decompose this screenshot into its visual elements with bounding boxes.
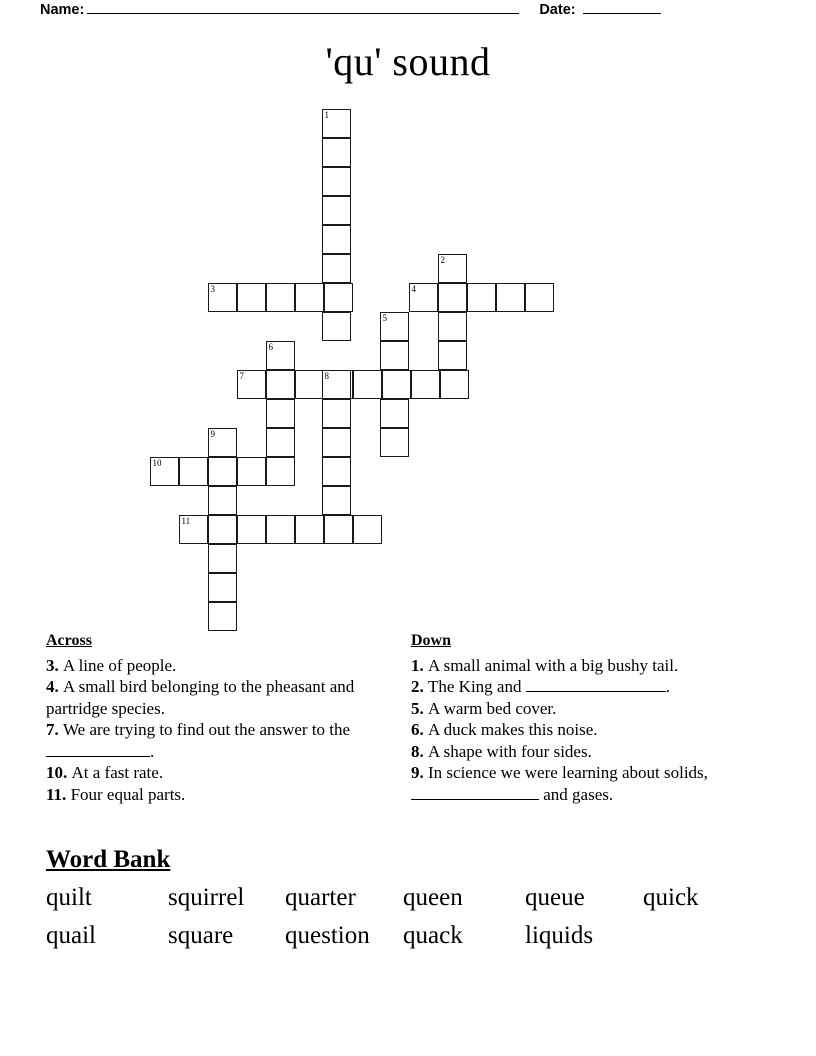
crossword-cell[interactable] (380, 399, 409, 428)
crossword-cell[interactable] (322, 428, 351, 457)
crossword-cell-number: 4 (411, 284, 416, 294)
crossword-cell[interactable] (467, 283, 496, 312)
clue-number: 8. (411, 741, 428, 761)
crossword-cell[interactable] (208, 283, 237, 312)
clue-text-tail: and gases. (539, 784, 614, 804)
crossword-cell[interactable] (295, 515, 324, 544)
crossword-cell[interactable] (382, 370, 411, 399)
crossword-cell[interactable] (438, 312, 467, 341)
down-clue-1 (411, 655, 751, 677)
date-label: Date: (539, 2, 576, 18)
across-clues-column (46, 630, 396, 805)
word-bank-row (46, 879, 776, 917)
crossword-cell[interactable] (208, 515, 237, 544)
word-bank-heading: Word Bank (46, 846, 171, 873)
crossword-cell[interactable] (208, 573, 237, 602)
crossword-cell-number: 8 (324, 371, 329, 381)
crossword-cell[interactable] (322, 370, 351, 399)
crossword-cell[interactable] (208, 544, 237, 573)
crossword-cell[interactable] (324, 515, 353, 544)
crossword-cell-number: 6 (268, 342, 273, 352)
clue-text: The King and (428, 677, 526, 696)
down-clue-2 (411, 676, 751, 698)
crossword-cell-number: 2 (440, 255, 445, 265)
crossword-cell[interactable] (208, 428, 237, 457)
page-title: 'qu' sound (325, 39, 491, 84)
crossword-cell[interactable] (380, 428, 409, 457)
crossword-cell[interactable] (237, 370, 266, 399)
clue-number: 7. (46, 720, 63, 739)
clue-number: 10. (46, 763, 72, 782)
crossword-cell[interactable] (266, 399, 295, 428)
word-bank-word: quarter (285, 884, 356, 911)
clue-text: A shape with four sides. (428, 741, 592, 761)
clue-number: 5. (411, 698, 428, 718)
crossword-cell[interactable] (322, 457, 351, 486)
word-bank-word: squirrel (168, 884, 245, 911)
crossword-cell[interactable] (322, 399, 351, 428)
crossword-cell[interactable] (380, 341, 409, 370)
crossword-cell[interactable] (353, 370, 382, 399)
crossword-cell[interactable] (266, 457, 295, 486)
word-bank-rows (46, 879, 776, 955)
crossword-cell[interactable] (324, 283, 353, 312)
crossword-cell[interactable] (525, 283, 554, 312)
crossword-cell[interactable] (208, 457, 237, 486)
clue-number: 3. (46, 655, 63, 675)
clue-text: We are trying to find out the answer to the (63, 720, 351, 739)
crossword-cell[interactable] (353, 515, 382, 544)
crossword-cell[interactable] (150, 457, 179, 486)
crossword-cell[interactable] (322, 167, 351, 196)
across-clue-3 (46, 655, 396, 677)
crossword-cell-number: 7 (239, 371, 244, 381)
clue-number: 2. (411, 677, 428, 696)
clue-text: A warm bed cover. (428, 698, 557, 718)
down-clue-5 (411, 698, 751, 720)
crossword-cell[interactable] (266, 428, 295, 457)
crossword-cell-number: 5 (382, 313, 387, 323)
crossword-cell[interactable] (322, 486, 351, 515)
crossword-cell-number: 1 (324, 110, 329, 120)
word-bank-word: quilt (46, 884, 92, 911)
word-bank-word: question (285, 922, 370, 949)
down-clue-6 (411, 719, 751, 741)
crossword-cell[interactable] (438, 341, 467, 370)
crossword-cell-number: 11 (181, 516, 191, 526)
clue-text: A small bird belonging to the pheasant and partridge species. (46, 677, 355, 718)
across-clue-list (46, 655, 396, 806)
crossword-cell[interactable] (322, 254, 351, 283)
clue-text: A small animal with a big bushy tail. (428, 655, 679, 675)
crossword-cell[interactable] (496, 283, 525, 312)
clue-answer-blank[interactable] (46, 742, 150, 757)
word-bank (46, 845, 776, 955)
crossword-cell-number: 10 (152, 458, 162, 468)
crossword-cell[interactable] (438, 283, 467, 312)
crossword-cell[interactable] (237, 283, 266, 312)
word-bank-row (46, 917, 776, 955)
crossword-cell[interactable] (237, 515, 266, 544)
crossword-cell[interactable] (409, 283, 438, 312)
crossword-cell[interactable] (266, 515, 295, 544)
crossword-cell[interactable] (295, 283, 324, 312)
crossword-cell[interactable] (322, 138, 351, 167)
crossword-cell[interactable] (179, 515, 208, 544)
clue-answer-blank[interactable] (411, 785, 539, 800)
clue-text: A duck makes this noise. (428, 720, 598, 739)
crossword-cell[interactable] (208, 486, 237, 515)
crossword-cell[interactable] (266, 370, 295, 399)
clue-number: 1. (411, 655, 428, 675)
crossword-cell[interactable] (322, 196, 351, 225)
crossword-cell[interactable] (440, 370, 469, 399)
word-bank-word: queen (403, 884, 463, 911)
across-heading: Across (46, 632, 92, 649)
crossword-cell[interactable] (266, 341, 295, 370)
clue-text: At a fast rate. (71, 763, 164, 782)
clue-text: Four equal parts. (70, 784, 186, 804)
crossword-cell[interactable] (322, 225, 351, 254)
clue-answer-blank[interactable] (526, 677, 666, 692)
crossword-cell[interactable] (266, 283, 295, 312)
word-bank-word: liquids (525, 922, 594, 949)
word-bank-word: quack (403, 922, 463, 949)
down-clues-column (411, 630, 751, 805)
crossword-cell[interactable] (208, 602, 237, 631)
across-clue-4 (46, 676, 396, 719)
word-bank-word: queue (525, 884, 585, 911)
clue-text: A line of people. (63, 655, 177, 675)
clue-number: 9. (411, 763, 428, 782)
crossword-cell[interactable] (438, 254, 467, 283)
clue-text-tail: . (665, 677, 670, 696)
crossword-cell[interactable] (179, 457, 208, 486)
name-label: Name: (40, 2, 85, 18)
clue-text: In science we were learning about solids, (428, 763, 708, 782)
clue-text-tail: . (150, 741, 155, 761)
word-bank-word: quail (46, 922, 96, 949)
down-clue-8 (411, 741, 751, 763)
down-clue-list (411, 655, 751, 806)
word-bank-word: square (168, 922, 234, 949)
crossword-cell-number: 3 (210, 284, 215, 294)
word-bank-word: quick (643, 884, 699, 911)
clue-number: 6. (411, 720, 428, 739)
crossword-cell[interactable] (237, 457, 266, 486)
clue-number: 11. (46, 784, 71, 804)
crossword-cell-number: 9 (210, 429, 215, 439)
crossword-cell[interactable] (411, 370, 440, 399)
down-clue-9 (411, 762, 751, 805)
across-clue-10 (46, 762, 396, 784)
crossword-cell[interactable] (322, 109, 351, 138)
crossword-cell[interactable] (295, 370, 324, 399)
crossword-cell[interactable] (322, 312, 351, 341)
down-heading: Down (411, 632, 452, 649)
across-clue-11 (46, 784, 396, 806)
crossword-cell[interactable] (380, 312, 409, 341)
across-clue-7 (46, 719, 396, 762)
clue-number: 4. (46, 677, 63, 696)
